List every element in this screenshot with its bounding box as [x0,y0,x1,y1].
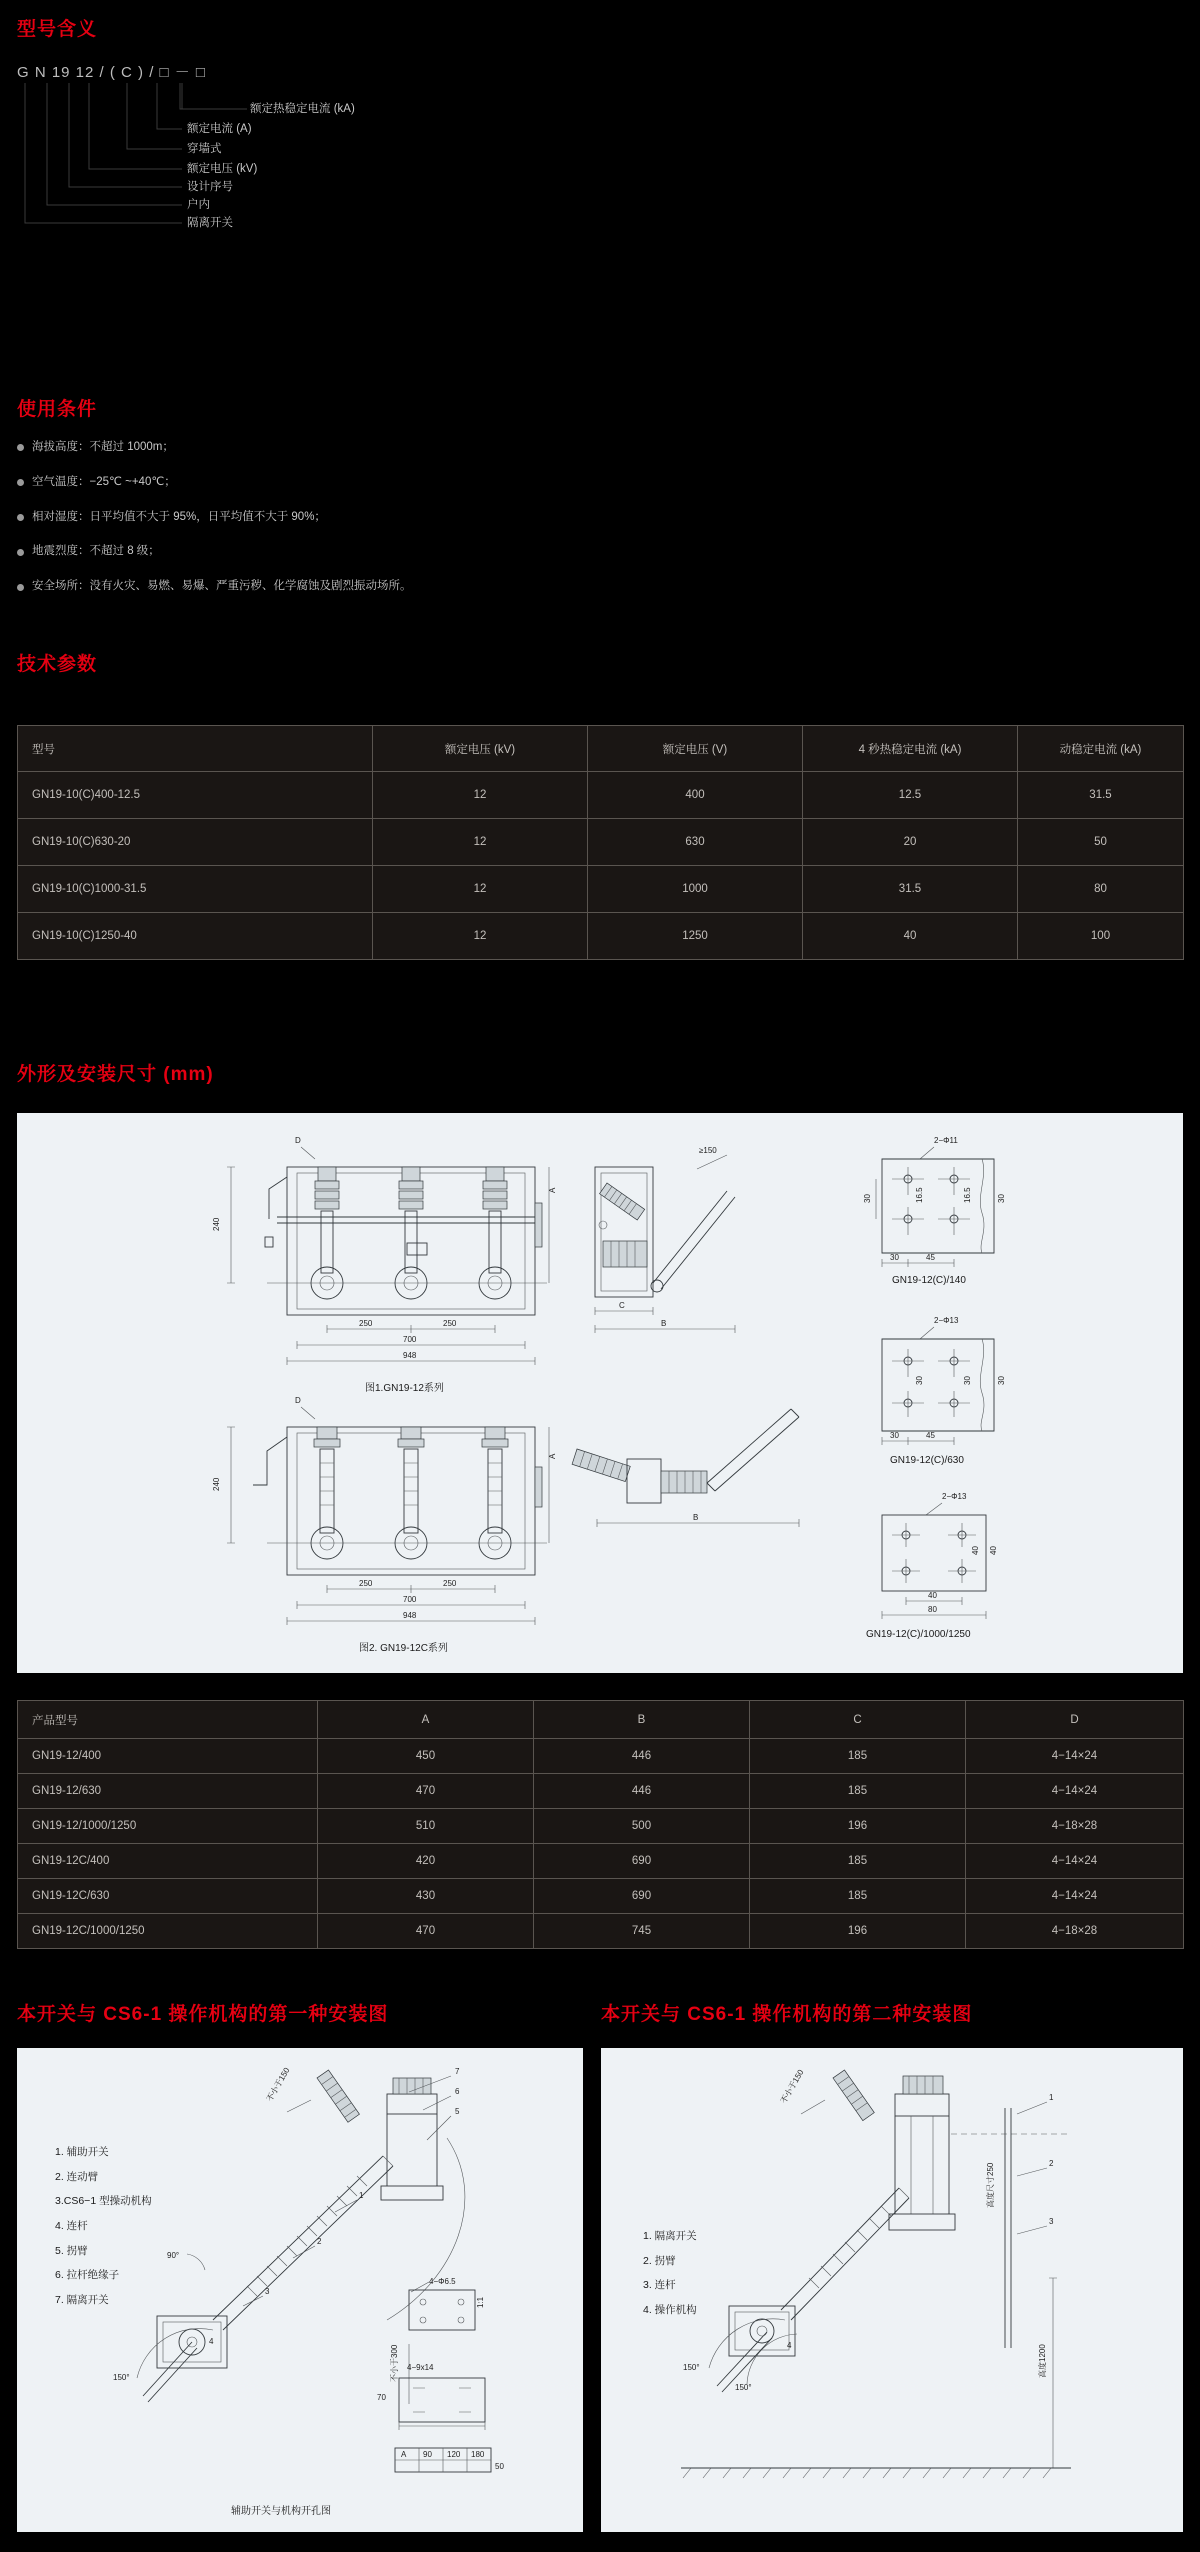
install-second-drawing-panel [601,2048,1183,2532]
svg-text:250: 250 [359,1579,373,1588]
svg-text:700: 700 [403,1335,417,1344]
cell-d: 4−14×24 [966,1774,1184,1809]
detail3-caption-text: GN19-12(C)/1000/1250 [866,1629,971,1640]
svg-text:A: A [548,1453,557,1459]
cell-a: 470 [318,1774,534,1809]
table-row [18,1739,1184,1774]
col-header-d: D [966,1701,1184,1739]
svg-text:240: 240 [212,1217,221,1231]
cell-a: 470 [318,1914,534,1949]
install-first-drawing-panel [17,2048,583,2532]
svg-text:45: 45 [926,1253,935,1262]
svg-text:1:1: 1:1 [476,2296,485,2308]
svg-text:A: A [401,2450,407,2459]
legend-item: 2. 拐臂 [643,2254,676,2267]
callout-3: 3 [1049,2217,1054,2226]
cell-product-model: GN19-12C/1000/1250 [18,1914,318,1949]
detail1-caption-text: GN19-12(C)/140 [892,1275,966,1286]
cell-d: 4−14×24 [966,1879,1184,1914]
model-meaning-section [17,20,717,228]
table-row [18,1914,1184,1949]
svg-text:4−Φ6.5: 4−Φ6.5 [429,2277,456,2286]
install-second-legend [643,2224,697,2323]
svg-text:不小于300: 不小于300 [390,2344,399,2382]
col-header-a: A [318,1701,534,1739]
cell-d: 4−18×28 [966,1809,1184,1844]
col-header-dynamic-current: 动稳定电流 (kA) [1018,726,1184,772]
cell-dynamic: 80 [1018,866,1184,913]
table-row [18,1879,1184,1914]
cell-voltage-v: 1000 [588,866,803,913]
section-title-install-first: 本开关与 CS6-1 操作机构的第一种安装图 [17,2004,389,2025]
svg-text:2−Φ11: 2−Φ11 [934,1136,958,1145]
fig1-caption-text: 图1.GN19-12系列 [365,1383,444,1394]
svg-text:70: 70 [377,2393,386,2402]
callout-1: 1 [1049,2093,1054,2102]
model-label-2: 穿墙式 [187,143,222,155]
legend-item: 7. 隔离开关 [55,2294,109,2307]
svg-text:30: 30 [890,1431,899,1440]
callout-7: 7 [455,2067,460,2076]
bullet-icon [17,444,24,451]
svg-text:80: 80 [928,1605,937,1614]
angle-150: 150° [113,2373,130,2382]
cell-b: 745 [534,1914,750,1949]
table-row [18,1844,1184,1879]
cell-c: 196 [750,1809,966,1844]
cell-b: 500 [534,1809,750,1844]
svg-text:不小于150: 不小于150 [778,2068,806,2105]
section-title-usage-conditions: 使用条件 [17,399,98,420]
col-header-thermal-current: 4 秒热稳定电流 (kA) [803,726,1018,772]
usage-item [17,511,917,525]
install-left-caption-text: 辅助开关与机构开孔图 [231,2506,331,2517]
cell-voltage-kv: 12 [373,772,588,819]
legend-item: 1. 隔离开关 [643,2230,697,2242]
col-header-model: 型号 [18,726,373,772]
svg-text:948: 948 [403,1351,417,1360]
cell-voltage-v: 630 [588,819,803,866]
usage-conditions-section [17,400,917,615]
svg-text:2−Φ13: 2−Φ13 [942,1492,967,1501]
angle-150-b: 150° [735,2383,752,2392]
cell-model: GN19-10(C)1000-31.5 [18,866,373,913]
cell-thermal: 40 [803,913,1018,960]
col-header-rated-voltage-v: 额定电压 (V) [588,726,803,772]
section-title-model-meaning: 型号含义 [17,19,98,40]
model-label-6: 隔离开关 [187,217,233,229]
table-row [18,866,1184,913]
svg-text:180: 180 [471,2450,485,2459]
callout-4: 4 [209,2337,214,2346]
legend-item: 4. 操作机构 [643,2304,697,2317]
svg-text:B: B [661,1319,667,1328]
table-row [18,819,1184,866]
detail2-caption-text: GN19-12(C)/630 [890,1455,964,1466]
cell-a: 450 [318,1739,534,1774]
col-header-rated-voltage-kv: 额定电压 (kV) [373,726,588,772]
dimensions-table [17,1700,1184,1949]
cell-dynamic: 100 [1018,913,1184,960]
svg-text:16.5: 16.5 [963,1187,972,1203]
svg-text:40: 40 [928,1591,937,1600]
svg-text:250: 250 [443,1579,457,1588]
svg-text:90: 90 [423,2450,432,2459]
svg-text:250: 250 [359,1319,373,1328]
table-header-row [18,726,1184,772]
legend-item: 4. 连杆 [55,2220,88,2233]
cell-b: 690 [534,1844,750,1879]
model-code-string: G N 19 12 / ( C ) / □ － □ [17,64,206,81]
model-leader-lines [17,83,717,228]
svg-text:240: 240 [212,1477,221,1491]
svg-text:30: 30 [963,1376,972,1385]
svg-text:30: 30 [997,1194,1006,1203]
callout-6: 6 [455,2087,460,2096]
cell-c: 185 [750,1739,966,1774]
cell-dynamic: 50 [1018,819,1184,866]
cell-voltage-kv: 12 [373,913,588,960]
callout-3: 3 [265,2287,270,2296]
callout-4: 4 [787,2341,792,2350]
svg-text:16.5: 16.5 [915,1187,924,1203]
cell-thermal: 12.5 [803,772,1018,819]
usage-item-text: 空气温度：−25℃ ~+40℃； [32,475,176,488]
col-header-b: B [534,1701,750,1739]
usage-item [17,476,917,490]
outline-drawing-panel [17,1113,1183,1673]
svg-text:120: 120 [447,2450,461,2459]
usage-condition-list [17,441,917,594]
cell-b: 690 [534,1879,750,1914]
legend-item: 1. 辅助开关 [55,2146,109,2158]
cell-a: 420 [318,1844,534,1879]
section-title-dimensions: 外形及安装尺寸 (mm) [17,1064,214,1085]
cell-d: 4−18×28 [966,1914,1184,1949]
cell-voltage-kv: 12 [373,866,588,913]
cell-voltage-v: 400 [588,772,803,819]
svg-text:高度1200: 高度1200 [1038,2344,1047,2378]
callout-2: 2 [317,2237,322,2246]
legend-item: 3. 连杆 [643,2279,676,2292]
svg-text:250: 250 [443,1319,457,1328]
outline-drawing-svg [17,1113,1183,1673]
table-header-row [18,1701,1184,1739]
legend-item: 6. 拉杆绝缘子 [55,2269,120,2282]
model-label-4: 设计序号 [187,181,233,193]
cell-thermal: 20 [803,819,1018,866]
svg-text:2−Φ13: 2−Φ13 [934,1316,959,1325]
usage-item [17,441,917,455]
cell-product-model: GN19-12C/630 [18,1879,318,1914]
cell-a: 430 [318,1879,534,1914]
svg-text:4−9x14: 4−9x14 [407,2363,434,2372]
cell-model: GN19-10(C)1250-40 [18,913,373,960]
table-row [18,913,1184,960]
model-label-3: 额定电压 (kV) [187,163,258,175]
cell-c: 185 [750,1844,966,1879]
svg-text:≥150: ≥150 [699,1146,717,1155]
usage-item [17,545,917,559]
usage-item [17,580,917,594]
cell-a: 510 [318,1809,534,1844]
section-title-tech-params: 技术参数 [17,654,98,675]
svg-text:50: 50 [495,2462,504,2471]
col-header-product-model: 产品型号 [18,1701,318,1739]
model-label-5: 户内 [187,199,210,211]
table-row [18,1774,1184,1809]
cell-voltage-kv: 12 [373,819,588,866]
cell-dynamic: 31.5 [1018,772,1184,819]
legend-item: 5. 拐臂 [55,2244,88,2257]
bullet-icon [17,584,24,591]
svg-text:45: 45 [926,1431,935,1440]
cell-product-model: GN19-12/400 [18,1739,318,1774]
tech-params-table [17,725,1184,960]
cell-model: GN19-10(C)630-20 [18,819,373,866]
legend-item: 3.CS6−1 型操动机构 [55,2195,152,2208]
cell-product-model: GN19-12/1000/1250 [18,1809,318,1844]
usage-item-text: 相对湿度：日平均值不大于 95%，日平均值不大于 90%； [32,510,326,523]
cell-b: 446 [534,1774,750,1809]
svg-text:948: 948 [403,1611,417,1620]
cell-d: 4−14×24 [966,1739,1184,1774]
callout-1: 1 [359,2191,364,2200]
usage-item-text: 地震烈度：不超过 8 级； [32,545,160,558]
svg-text:A: A [548,1187,557,1193]
angle-150-a: 150° [683,2363,700,2372]
cell-c: 185 [750,1774,966,1809]
table-row [18,772,1184,819]
svg-text:30: 30 [890,1253,899,1262]
svg-text:40: 40 [989,1546,998,1555]
section-title-install-second: 本开关与 CS6-1 操作机构的第二种安装图 [601,2004,973,2025]
callout-2: 2 [1049,2159,1054,2168]
cell-c: 185 [750,1879,966,1914]
svg-text:C: C [619,1301,625,1310]
bullet-icon [17,514,24,521]
svg-text:不小于150: 不小于150 [264,2066,292,2103]
svg-text:40: 40 [971,1546,980,1555]
svg-text:高度尺寸250: 高度尺寸250 [986,2162,995,2208]
legend-item: 2. 连动臂 [55,2170,99,2183]
svg-text:30: 30 [997,1376,1006,1385]
fig2-caption-text: 图2. GN19-12C系列 [359,1643,448,1654]
svg-text:30: 30 [915,1376,924,1385]
cell-b: 446 [534,1739,750,1774]
cell-c: 196 [750,1914,966,1949]
model-label-0: 额定热稳定电流 (kA) [250,103,355,115]
cell-product-model: GN19-12/630 [18,1774,318,1809]
cell-product-model: GN19-12C/400 [18,1844,318,1879]
svg-text:D: D [295,1136,301,1145]
bullet-icon [17,549,24,556]
model-label-1: 额定电流 (A) [187,123,252,135]
svg-text:700: 700 [403,1595,417,1604]
svg-text:D: D [295,1396,301,1405]
dimensions-table-wrap [17,1700,1184,1949]
callout-5: 5 [455,2107,460,2116]
cell-d: 4−14×24 [966,1844,1184,1879]
cell-thermal: 31.5 [803,866,1018,913]
install-first-legend [55,2140,152,2313]
angle-90: 90° [167,2251,180,2260]
tech-params-table-wrap [17,725,1184,960]
usage-item-text: 海拔高度：不超过 1000m； [32,441,174,453]
table-row [18,1809,1184,1844]
usage-item-text: 安全场所：没有火灾、易燃、易爆、严重污秽、化学腐蚀及剧烈振动场所。 [32,580,412,593]
svg-text:30: 30 [863,1194,872,1203]
cell-model: GN19-10(C)400-12.5 [18,772,373,819]
col-header-c: C [750,1701,966,1739]
cell-voltage-v: 1250 [588,913,803,960]
bullet-icon [17,479,24,486]
svg-text:B: B [693,1513,699,1522]
